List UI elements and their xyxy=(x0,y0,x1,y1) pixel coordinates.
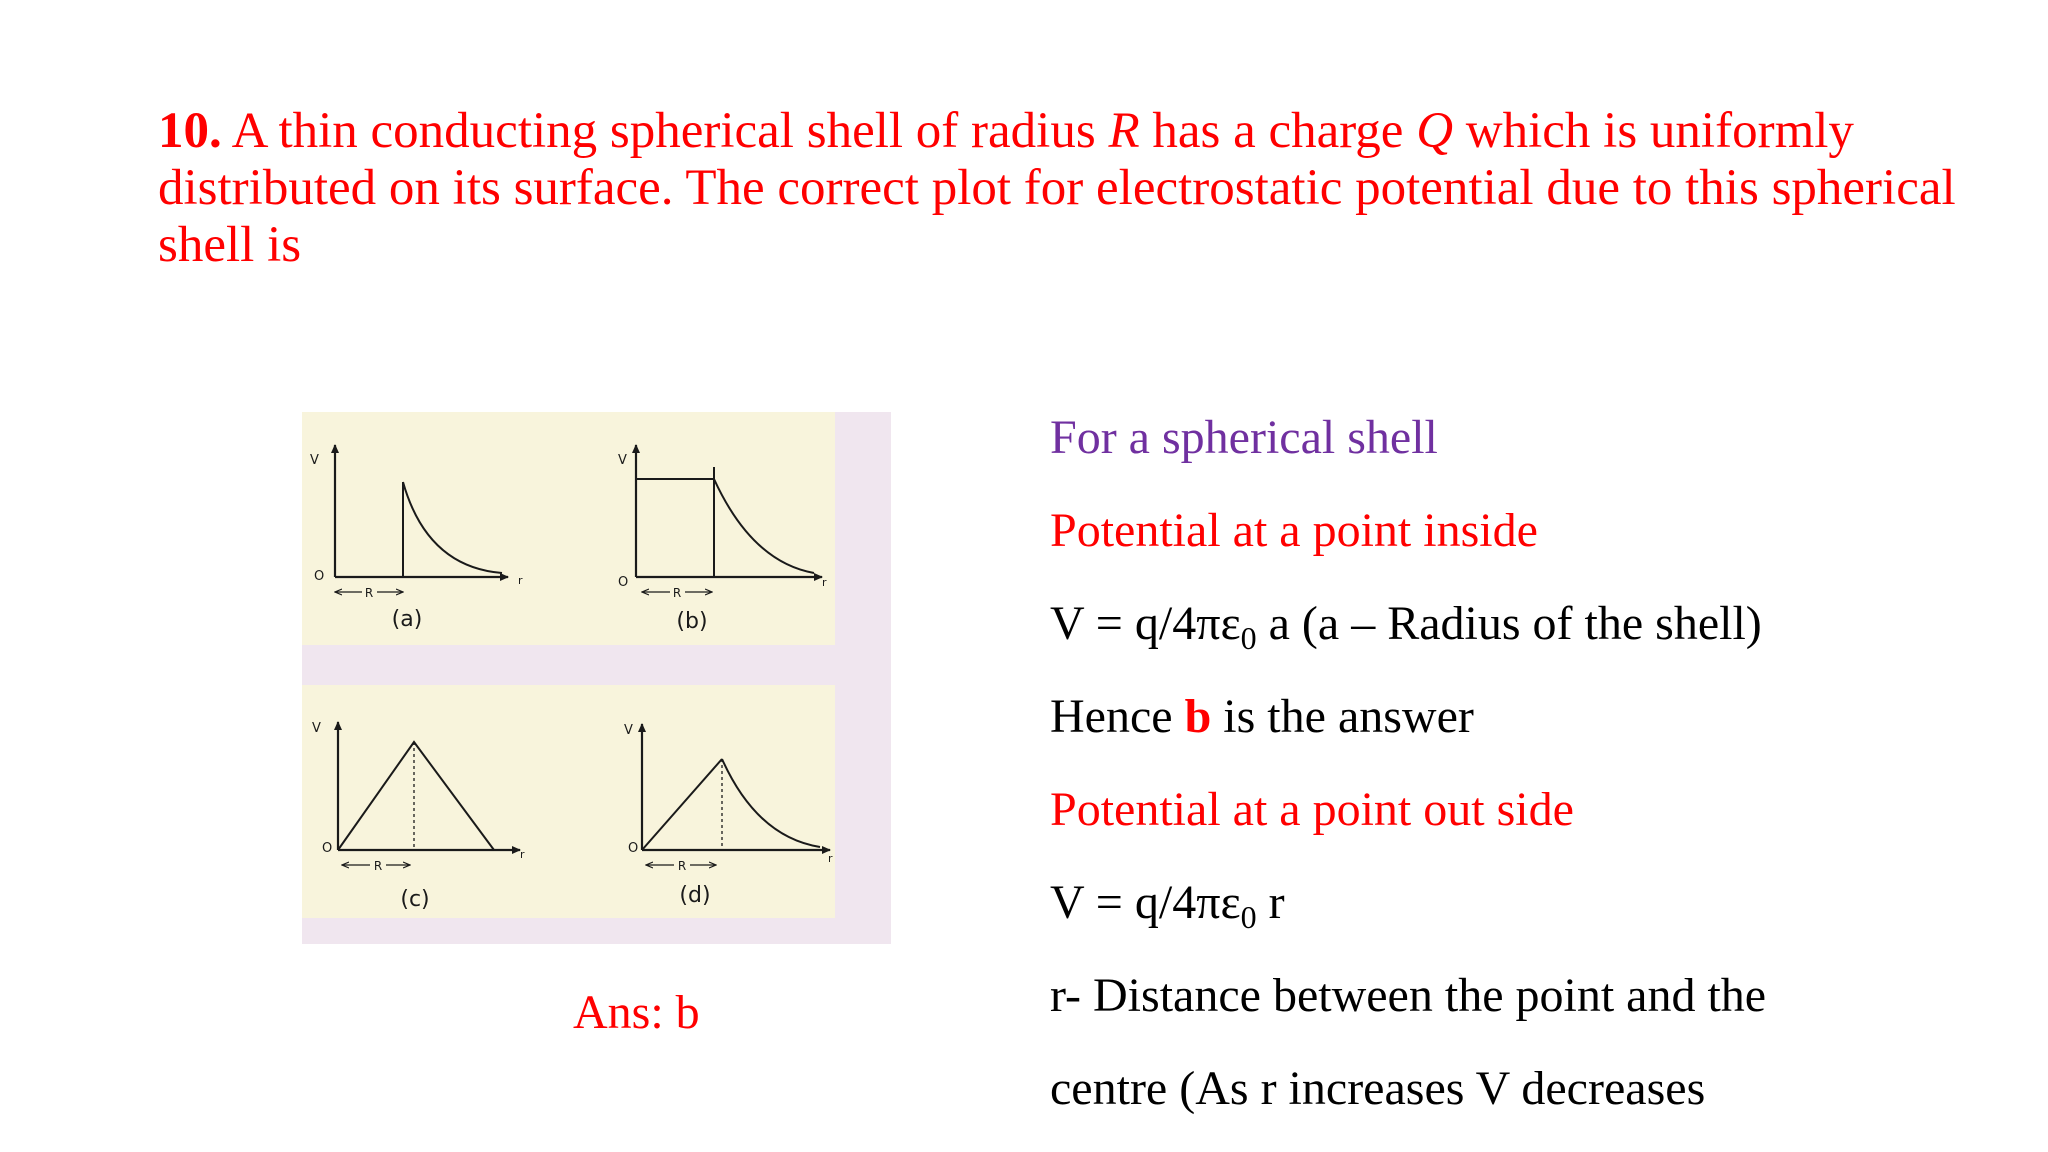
option-b-label: (b) xyxy=(676,609,708,634)
plot-d-r-label: r xyxy=(828,852,833,865)
plot-c xyxy=(312,721,525,912)
distance-definition: r- Distance between the point and the xyxy=(1050,969,1767,1022)
plot-b-radius-marker: R xyxy=(672,586,682,600)
question-number: 10. xyxy=(158,103,222,159)
option-a-label: (a) xyxy=(391,607,423,632)
plot-a-v-label: V xyxy=(310,453,319,468)
conclusion-line: Hence b is the answer xyxy=(1050,690,1474,743)
plot-d-v-label: V xyxy=(624,723,633,738)
plot-b-v-label: V xyxy=(618,453,627,468)
outside-potential-heading: Potential at a point out side xyxy=(1050,783,1574,836)
distance-definition-cont: centre (As r increases V decreases xyxy=(1050,1062,1706,1115)
plot-d xyxy=(624,723,833,908)
plot-b-origin-label: O xyxy=(618,575,629,590)
outside-potential-formula: $V = q/4\pi\varepsilon_0$ r xyxy=(1050,876,1285,935)
plot-b xyxy=(618,445,827,634)
charge-symbol: Q xyxy=(1416,103,1454,159)
inside-potential-heading: Potential at a point inside xyxy=(1050,504,1538,557)
question-text-part1: A thin conducting spherical shell of radius xyxy=(221,103,1109,159)
plot-d-origin-label: O xyxy=(628,841,639,856)
plot-c-radius-marker: R xyxy=(373,859,383,873)
radius-symbol: R xyxy=(1108,103,1140,159)
plot-d-radius-marker: R xyxy=(677,859,687,873)
plot-d-curve xyxy=(722,759,820,847)
plot-b-curve xyxy=(714,479,814,573)
answer-letter: b xyxy=(1184,690,1212,743)
plot-a-r-label: r xyxy=(518,574,523,587)
question-text xyxy=(158,103,1978,274)
plot-a-radius-marker: R xyxy=(364,586,374,600)
plot-b-r-label: r xyxy=(822,576,827,589)
plot-c-origin-label: O xyxy=(322,841,333,856)
solution-heading: For a spherical shell xyxy=(1050,411,1438,464)
plot-c-v-label: V xyxy=(312,721,321,736)
plot-c-triangle xyxy=(338,742,494,850)
plot-a xyxy=(310,445,523,632)
options-figure xyxy=(302,412,891,944)
plot-d-rise xyxy=(642,759,722,850)
plot-c-r-label: r xyxy=(520,848,525,861)
answer-text: Ans: b xyxy=(573,986,700,1039)
plots-drawing xyxy=(302,412,891,944)
question-text-part2: has a charge xyxy=(1139,103,1417,159)
inside-potential-formula: $V = q/4\pi\varepsilon_0$ a (a – Radius of the shell) xyxy=(1050,597,1762,656)
plot-a-curve xyxy=(403,482,502,573)
option-c-label: (c) xyxy=(400,887,430,912)
question-text-part3: which is uniformly distributed on its surface. The correct plot for electrostatic potential due to this spherical shell is xyxy=(158,103,1956,273)
option-d-label: (d) xyxy=(679,883,711,908)
plot-a-origin-label: O xyxy=(314,569,325,584)
